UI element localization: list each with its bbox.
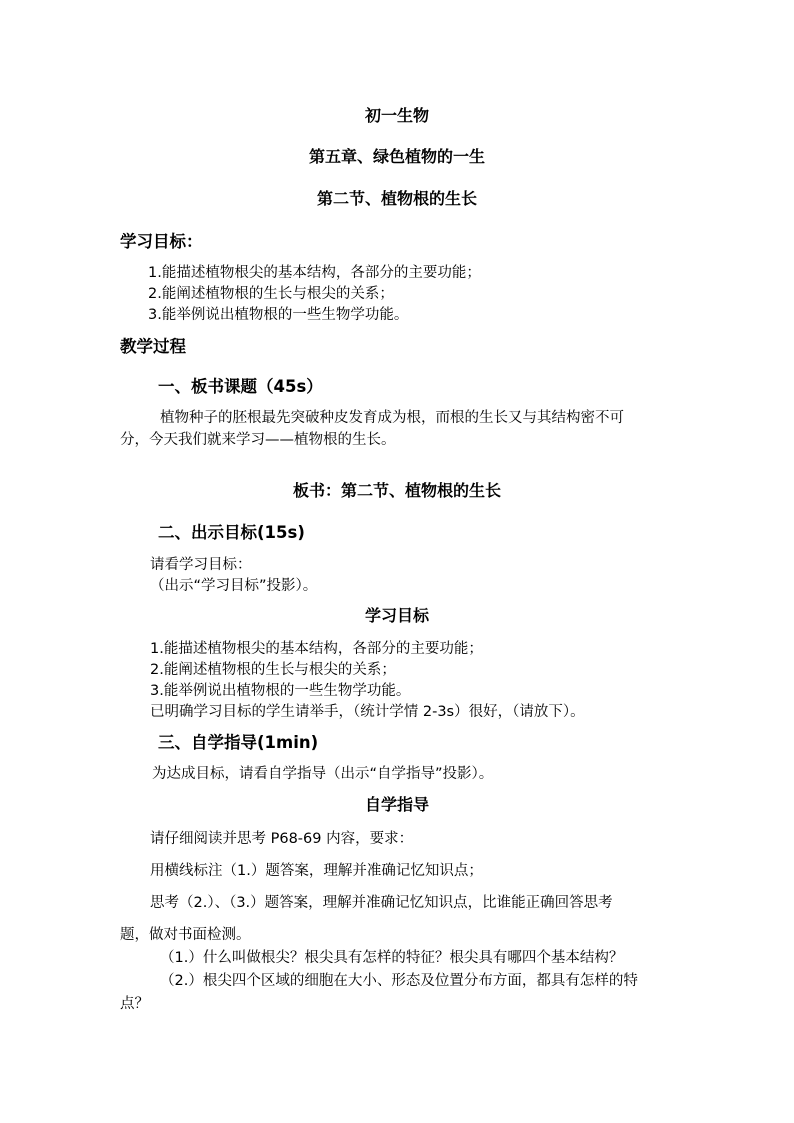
think-instruction-line1: 思考（2.）、（3.）题答案，理解并准确记忆知识点，比谁能正确回答思考: [150, 895, 613, 911]
box-objective-item-3: 3.能举例说出植物根的一些生物学功能。: [150, 683, 411, 699]
question-1: （1.）什么叫做根尖？根尖具有怎样的特征？根尖具有哪四个基本结构？: [160, 950, 624, 966]
step2-heading: 二、出示目标(15s): [158, 523, 305, 542]
section-title: 第二节、植物根的生长: [316, 189, 477, 208]
board-title: 板书：第二节、植物根的生长: [292, 481, 501, 500]
step1-paragraph-line1: 植物种子的胚根最先突破种皮发育成为根，而根的生长又与其结构密不可: [160, 410, 624, 426]
think-instruction-line2: 题，做对书面检测。: [120, 927, 251, 943]
chapter-title: 第五章、绿色植物的一生: [308, 147, 485, 166]
step1-heading: 一、板书课题（45s）: [158, 377, 323, 396]
step1-paragraph-line2: 分，今天我们就来学习——植物根的生长。: [120, 432, 396, 448]
question-2-line1: （2.）根尖四个区域的细胞在大小、形态及位置分布方面，都具有怎样的特: [160, 973, 638, 989]
step3-intro: 为达成目标，请看自学指导（出示“自学指导”投影）。: [152, 766, 494, 782]
question-2-line2: 点？: [120, 996, 149, 1012]
step3-heading: 三、自学指导(1min): [158, 733, 319, 752]
box-objective-item-1: 1.能描述植物根尖的基本结构，各部分的主要功能；: [150, 641, 483, 657]
self-study-box-title: 自学指导: [364, 795, 429, 814]
objectives-box-title: 学习目标: [364, 606, 429, 625]
process-heading: 教学过程: [120, 337, 186, 356]
mark-instruction: 用横线标注（1.）题答案，理解并准确记忆知识点；: [150, 863, 483, 879]
stat-line: 已明确学习目标的学生请举手，（统计学情 2-3s）很好，（请放下）。: [150, 704, 585, 720]
objectives-heading: 学习目标：: [120, 232, 203, 251]
box-objective-item-2: 2.能阐述植物根的生长与根尖的关系；: [150, 662, 396, 678]
objective-item-2: 2.能阐述植物根的生长与根尖的关系；: [148, 286, 394, 302]
step2-line2: （出示“学习目标”投影）。: [150, 578, 318, 594]
doc-title: 初一生物: [364, 106, 429, 125]
objective-item-1: 1.能描述植物根尖的基本结构，各部分的主要功能；: [148, 265, 481, 281]
objective-item-3: 3.能举例说出植物根的一些生物学功能。: [148, 307, 409, 323]
read-instruction: 请仔细阅读并思考 P68-69 内容，要求：: [150, 831, 414, 847]
step2-line1: 请看学习目标：: [150, 557, 252, 573]
